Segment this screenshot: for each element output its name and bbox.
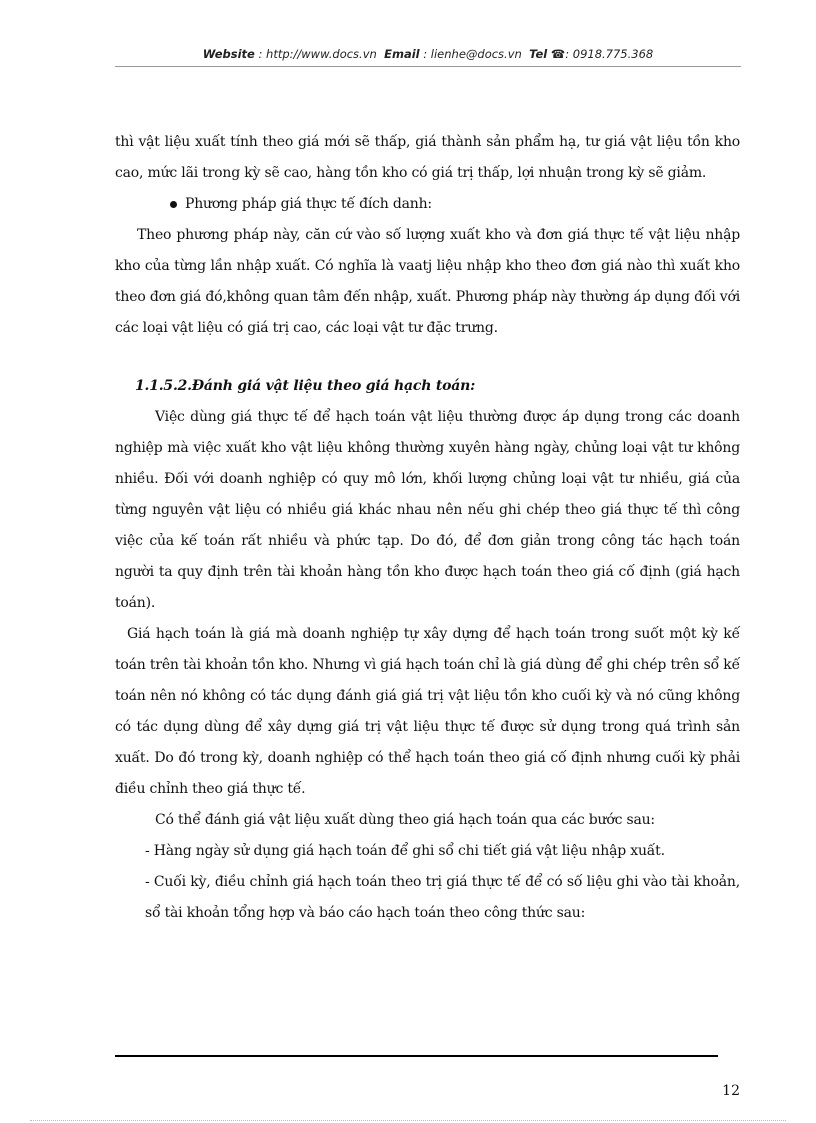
step-item-1: - Hàng ngày sử dụng giá hạch toán để ghi sổ chi tiết giá vật liệu nhập xuất. (145, 843, 665, 859)
footer-divider (115, 1055, 718, 1057)
email-value: : lienhe@docs.vn (423, 47, 522, 61)
paragraph-5: Có thể đánh giá vật liệu xuất dùng theo giá hạch toán qua các bước sau: (155, 812, 655, 828)
email-label: Email (384, 47, 420, 61)
paragraph-1: thì vật liệu xuất tính theo giá mới sẽ thấp, giá thành sản phẩm hạ, tư giá vật liệu tồn kho cao, mức lãi trong kỳ sẽ cao, hàng tồn kho có giá trị thấp, lợi nhuận trong kỳ sẽ giảm. (115, 134, 740, 181)
website-value: : http://www.docs.vn (258, 47, 377, 61)
header-divider (115, 66, 741, 67)
bullet-icon (170, 201, 177, 208)
phone-icon: ☎ (550, 47, 566, 61)
step-item-2: - Cuối kỳ, điều chỉnh giá hạch toán theo trị giá thực tế để có số liệu ghi vào tài khoản, sổ tài khoản tổng hợp và báo cáo hạch toán theo công thức sau: (145, 874, 740, 921)
paragraph-2: Theo phương pháp này, căn cứ vào số lượng xuất kho và đơn giá thực tế vật liệu nhập kho của từng lần nhập xuất. Có nghĩa là vaatj liệu nhập kho theo đơn giá nào thì xuất kho theo đơn giá đó,không quan tâm đến nhập, xuất. Phương pháp này thường áp dụng đối với các loại vật liệu có giá trị cao, các loại vật tư đặc trưng. (115, 227, 740, 336)
page-number: 12 (722, 1083, 740, 1099)
bullet-text: Phương pháp giá thực tế đích danh: (185, 196, 432, 212)
paragraph-4: Giá hạch toán là giá mà doanh nghiệp tự xây dựng để hạch toán trong suốt một kỳ kế toán trên tài khoản tồn kho. Nhưng vì giá hạch toán chỉ là giá dùng để ghi chép trên sổ kế toán nên nó không có tác dụng đánh giá giá trị vật liệu tồn kho cuối kỳ và nó cũng không có tác dụng dùng để xây dựng giá trị vật liệu thực tế được sử dụng trong quá trình sản xuất. Do đó trong kỳ, doanh nghiệp có thể hạch toán theo giá cố định nhưng cuối kỳ phải điều chỉnh theo giá thực tế. (115, 626, 740, 797)
tel-value: : 0918.775.368 (565, 47, 654, 61)
paragraph-3: Việc dùng giá thực tế để hạch toán vật liệu thường được áp dụng trong các doanh nghiệp mà việc xuất kho vật liệu không thường xuyên hàng ngày, chủng loại vật tư không nhiều. Đối với doanh nghiệp có quy mô lớn, khối lượng chủng loại vật tư nhiều, giá của từng nguyên vật liệu có nhiều giá khác nhau nên nếu ghi chép theo giá thực tế thì công việc của kế toán rất nhiều và phức tạp. Do đó, để đơn giản trong công tác hạch toán người ta quy định trên tài khoản hàng tồn kho được hạch toán theo giá cố định (giá hạch toán). (115, 409, 740, 611)
document-body (115, 127, 740, 929)
website-label: Website (202, 47, 255, 61)
tel-label: Tel (529, 47, 548, 61)
bullet-item (115, 189, 740, 220)
spacer (115, 344, 740, 371)
section-heading: 1.1.5.2.Đánh giá vật liệu theo giá hạch toán: (135, 378, 476, 394)
page-edge (30, 1120, 786, 1121)
page-header (115, 47, 741, 61)
